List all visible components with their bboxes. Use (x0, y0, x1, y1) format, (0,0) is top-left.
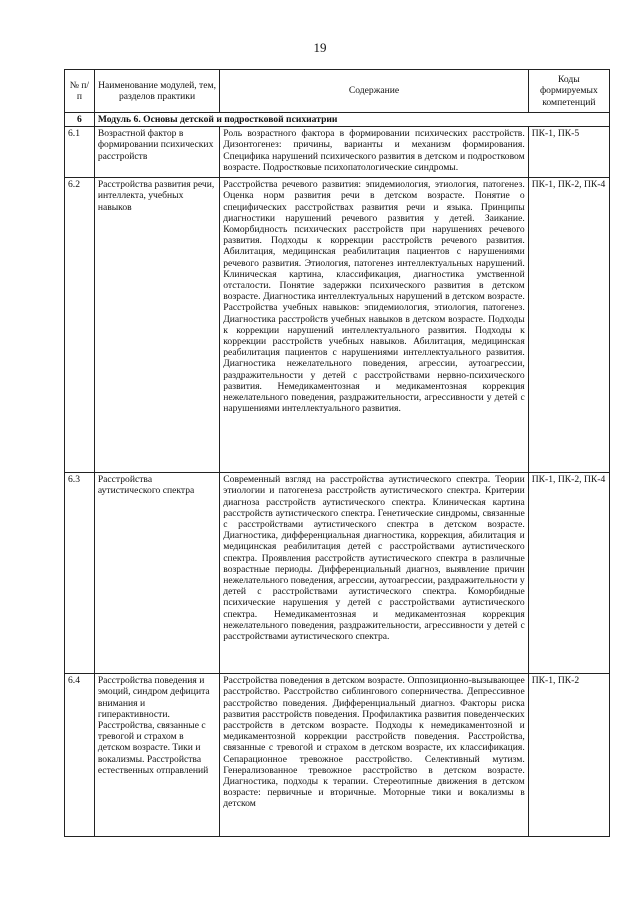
table-row (65, 473, 610, 674)
row-content: Современный взгляд на расстройства аутистического спектра. Теории этиологии и патогенеза расстройств аутистического спектра. Критерии диагноза расстройств аутистического спектра. Клиническая картина расстройств аутистического спектра. Генетические синдромы, связанные с расстройствами аутистического спектра в детском возрасте. Диагностика, дифференциальная диагностика, коррекция, абилитация и медицинская реабилитация детей с расстройствами аутистического спектра. Проявления расстройств аутистического спектра в различные возрастные периоды. Дифференциальный диагноз, выявление причин нежелательного поведения, агрессии, аутоагрессии, раздражительности у детей с расстройствами аутистического спектра. Коморбидные психические нарушения у детей с расстройствами аутистического спектра. Немедикаментозная и медикаментозная коррекция нежелательного поведения, раздражительности, агрессивности у детей с расстройствами аутистического спектра. (220, 473, 528, 674)
module-number: 6 (65, 113, 95, 127)
table-header-row (65, 70, 610, 113)
module-title: Модуль 6. Основы детской и подростковой психиатрии (94, 113, 609, 127)
row-name: Расстройства поведения и эмоций, синдром дефицита внимания и гиперактивности. Расстройства, связанные с тревогой и страхом в детском возрасте. Тики и вокализмы. Расстройства естественных отправлений (94, 674, 219, 837)
row-codes: ПК-1, ПК-2, ПК-4 (528, 473, 609, 674)
curriculum-table (64, 69, 610, 837)
row-content: Расстройства речевого развития: эпидемиология, этиология, патогенез. Оценка норм развития речи в детском возрасте. Понятие о специфических расстройствах развития речи и языка. Принципы диагностики нарушений речевого развития у детей. Заикание. Коморбидность психических расстройств при нарушениях речевого развития. Подходы к коррекции расстройств речевого развития. Абилитация, медицинская реабилитация пациентов с нарушениями речевого развития. Этиология, патогенез интеллектуальных нарушений. Клиническая картина, классификация, диагностика умственной отсталости. Понятие задержки психического развития в детском возрасте. Диагностика интеллектуальных нарушений в детском возрасте. Расстройства учебных навыков: эпидемиология, этиология, патогенез. Диагностика расстройств учебных навыков в детском возрасте. Подходы к коррекции нарушений интеллектуального развития. Подходы к коррекции расстройств учебных навыков. Абилитация, медицинская реабилитация пациентов с нарушениями интеллектуального развития. Диагностика нежелательного поведения, агрессии, аутоагрессии, раздражительности у детей с расстройствами нервно-психического развития. Немедикаментозная и медикаментозная коррекция нежелательного поведения, раздражительности, агрессивности у детей с нарушениями интеллектуального развития. (220, 178, 528, 473)
row-codes: ПК-1, ПК-2, ПК-4 (528, 178, 609, 473)
row-name: Возрастной фактор в формировании психических расстройств (94, 127, 219, 178)
header-content: Содержание (220, 70, 528, 113)
header-codes: Коды формируемых компетенций (528, 70, 609, 113)
table-row (65, 674, 610, 837)
row-codes: ПК-1, ПК-2 (528, 674, 609, 837)
page-number: 19 (313, 40, 327, 55)
row-number: 6.2 (65, 178, 95, 473)
table-row (65, 127, 610, 178)
header-num: № п/п (65, 70, 95, 113)
header-name: Наименование модулей, тем, разделов практики (94, 70, 219, 113)
row-number: 6.4 (65, 674, 95, 837)
module-row (65, 113, 610, 127)
table-row (65, 178, 610, 473)
row-name: Расстройства аутистического спектра (94, 473, 219, 674)
row-codes: ПК-1, ПК-5 (528, 127, 609, 178)
row-name: Расстройства развития речи, интеллекта, учебных навыков (94, 178, 219, 473)
row-number: 6.1 (65, 127, 95, 178)
row-number: 6.3 (65, 473, 95, 674)
row-content: Роль возрастного фактора в формировании психических расстройств. Дизонтогенез: причины, варианты и механизм формирования. Специфика нарушений психического развития в детском и подростковом возрасте. Подростковые психопатологические синдромы. (220, 127, 528, 178)
row-content: Расстройства поведения в детском возрасте. Оппозиционно-вызывающее расстройство. Расстройство сиблингового соперничества. Депрессивное расстройство поведения. Дифференциальный диагноз. Факторы риска развития расстройств поведения. Профилактика развития поведенческих расстройств в детском возрасте. Подходы к немедикаментозной и медикаментозной коррекции расстройств поведения. Расстройства, связанные с тревогой и страхом в детском возрасте, их классификация. Сепарационное тревожное расстройство. Селективный мутизм. Генерализованное тревожное расстройство в детском возрасте. Диагностика, подходы к терапии. Стереотипные движения в детском возрасте: первичные и вторичные. Моторные тики и вокализмы в детском (220, 674, 528, 837)
